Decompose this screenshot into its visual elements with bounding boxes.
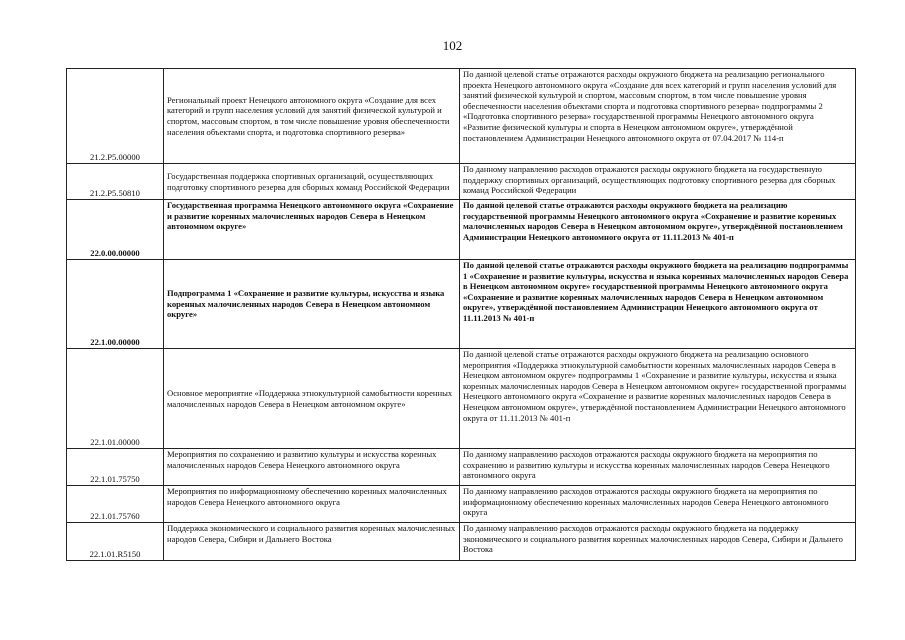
row-code: 22.1.01.00000 <box>67 349 164 449</box>
row-description: По данной целевой статье отражаются расходы окружного бюджета на реализацию подпрограммы 1 «Сохранение и развитие культуры, искусства и языка коренных малочисленных народов Севера в Ненецком автономном округе» государственной программы Ненецкого автономного округа «Сохранение и развитие коренных малочисленных народов Севера в Ненецком автономном округе», утверждённой постановлением Администрации Ненецкого автономного округа от 11.11.2013 № 401-п <box>460 260 856 349</box>
page-number: 102 <box>442 38 463 53</box>
table-row <box>67 200 856 260</box>
row-code: 22.1.01.R5150 <box>67 523 164 561</box>
row-code: 22.1.00.00000 <box>67 260 164 349</box>
row-code: 22.1.01.75750 <box>67 449 164 486</box>
row-name: Мероприятия по сохранению и развитию культуры и искусства коренных малочисленных народов Севера Ненецкого автономного округа <box>164 449 460 486</box>
row-description: По данной целевой статье отражаются расходы окружного бюджета на реализацию основного мероприятия «Поддержка этнокультурной самобытности коренных малочисленных народов Севера в Ненецком автономном округе» подпрограммы 1 «Сохранение и развитие культуры, искусства и языка коренных малочисленных народов Севера в Ненецком автономном округе» государственной программы Ненецкого автономного округа «Сохранение и развитие коренных малочисленных народов Севера в Ненецком автономном округе», утверждённой постановлением Администрации Ненецкого автономного округа от 11.11.2013 № 401-п <box>460 349 856 449</box>
row-name: Региональный проект Ненецкого автономного округа «Создание для всех категорий и групп населения условий для занятий физической культурой и спортом, массовым спортом, в том числе повышение уровня обеспеченности населения объектами спорта, и подготовка спортивного резерва» <box>164 69 460 164</box>
row-name: Поддержка экономического и социального развития коренных малочисленных народов Севера, Сибири и Дальнего Востока <box>164 523 460 561</box>
row-code: 21.2.P5.00000 <box>67 69 164 164</box>
row-description: По данному направлению расходов отражаются расходы окружного бюджета на мероприятия по сохранению и развитию культуры и искусства коренных малочисленных народов Севера Ненецкого автономного округа <box>460 449 856 486</box>
table-row <box>67 260 856 349</box>
row-name: Мероприятия по информационному обеспечению коренных малочисленных народов Севера Ненецкого автономного округа <box>164 486 460 523</box>
budget-classification-table <box>66 68 856 561</box>
table-row <box>67 69 856 164</box>
row-description: По данной целевой статье отражаются расходы окружного бюджета на реализацию государственной программы Ненецкого автономного округа «Сохранение и развитие коренных малочисленных народов Севера в Ненецком автономном округе», утверждённой постановлением Администрации Ненецкого автономного округа от 11.11.2013 № 401-п <box>460 200 856 260</box>
table-row <box>67 523 856 561</box>
row-description: По данному направлению расходов отражаются расходы окружного бюджета на государственную поддержку спортивных организаций, осуществляющих подготовку спортивного резерва для сборных команд Российской Федерации <box>460 164 856 200</box>
table-row <box>67 486 856 523</box>
row-name: Государственная поддержка спортивных организаций, осуществляющих подготовку спортивного резерва для сборных команд Российской Федерации <box>164 164 460 200</box>
row-code: 21.2.P5.50810 <box>67 164 164 200</box>
table-row <box>67 449 856 486</box>
row-name: Подпрограмма 1 «Сохранение и развитие культуры, искусства и языка коренных малочисленных народов Севера в Ненецком автономном округе» <box>164 260 460 349</box>
row-name: Государственная программа Ненецкого автономного округа «Сохранение и развитие коренных малочисленных народов Севера в Ненецком автономном округе» <box>164 200 460 260</box>
row-code: 22.0.00.00000 <box>67 200 164 260</box>
row-description: По данной целевой статье отражаются расходы окружного бюджета на реализацию регионального проекта Ненецкого автономного округа «Создание для всех категорий и групп населения условий для занятий физической культурой и спортом, массовым спортом, в том числе повышение уровня обеспеченности населения объектами спорта и подготовка спортивного резерва» подпрограммы 2 «Подготовка спортивного резерва» государственной программы Ненецкого автономного округа «Развитие физической культуры и спорта в Ненецком автономном округе», утверждённой постановлением Администрации Ненецкого автономного округа от 07.04.2017 № 114-п <box>460 69 856 164</box>
row-description: По данному направлению расходов отражаются расходы окружного бюджета на поддержку экономического и социального развития коренных малочисленных народов Севера, Сибири и Дальнего Востока <box>460 523 856 561</box>
table-row <box>67 164 856 200</box>
row-description: По данному направлению расходов отражаются расходы окружного бюджета на мероприятия по информационному обеспечению коренных малочисленных народов Севера Ненецкого автономного округа <box>460 486 856 523</box>
row-name: Основное мероприятие «Поддержка этнокультурной самобытности коренных малочисленных народов Севера в Ненецком автономном округе» <box>164 349 460 449</box>
table-row <box>67 349 856 449</box>
row-code: 22.1.01.75760 <box>67 486 164 523</box>
